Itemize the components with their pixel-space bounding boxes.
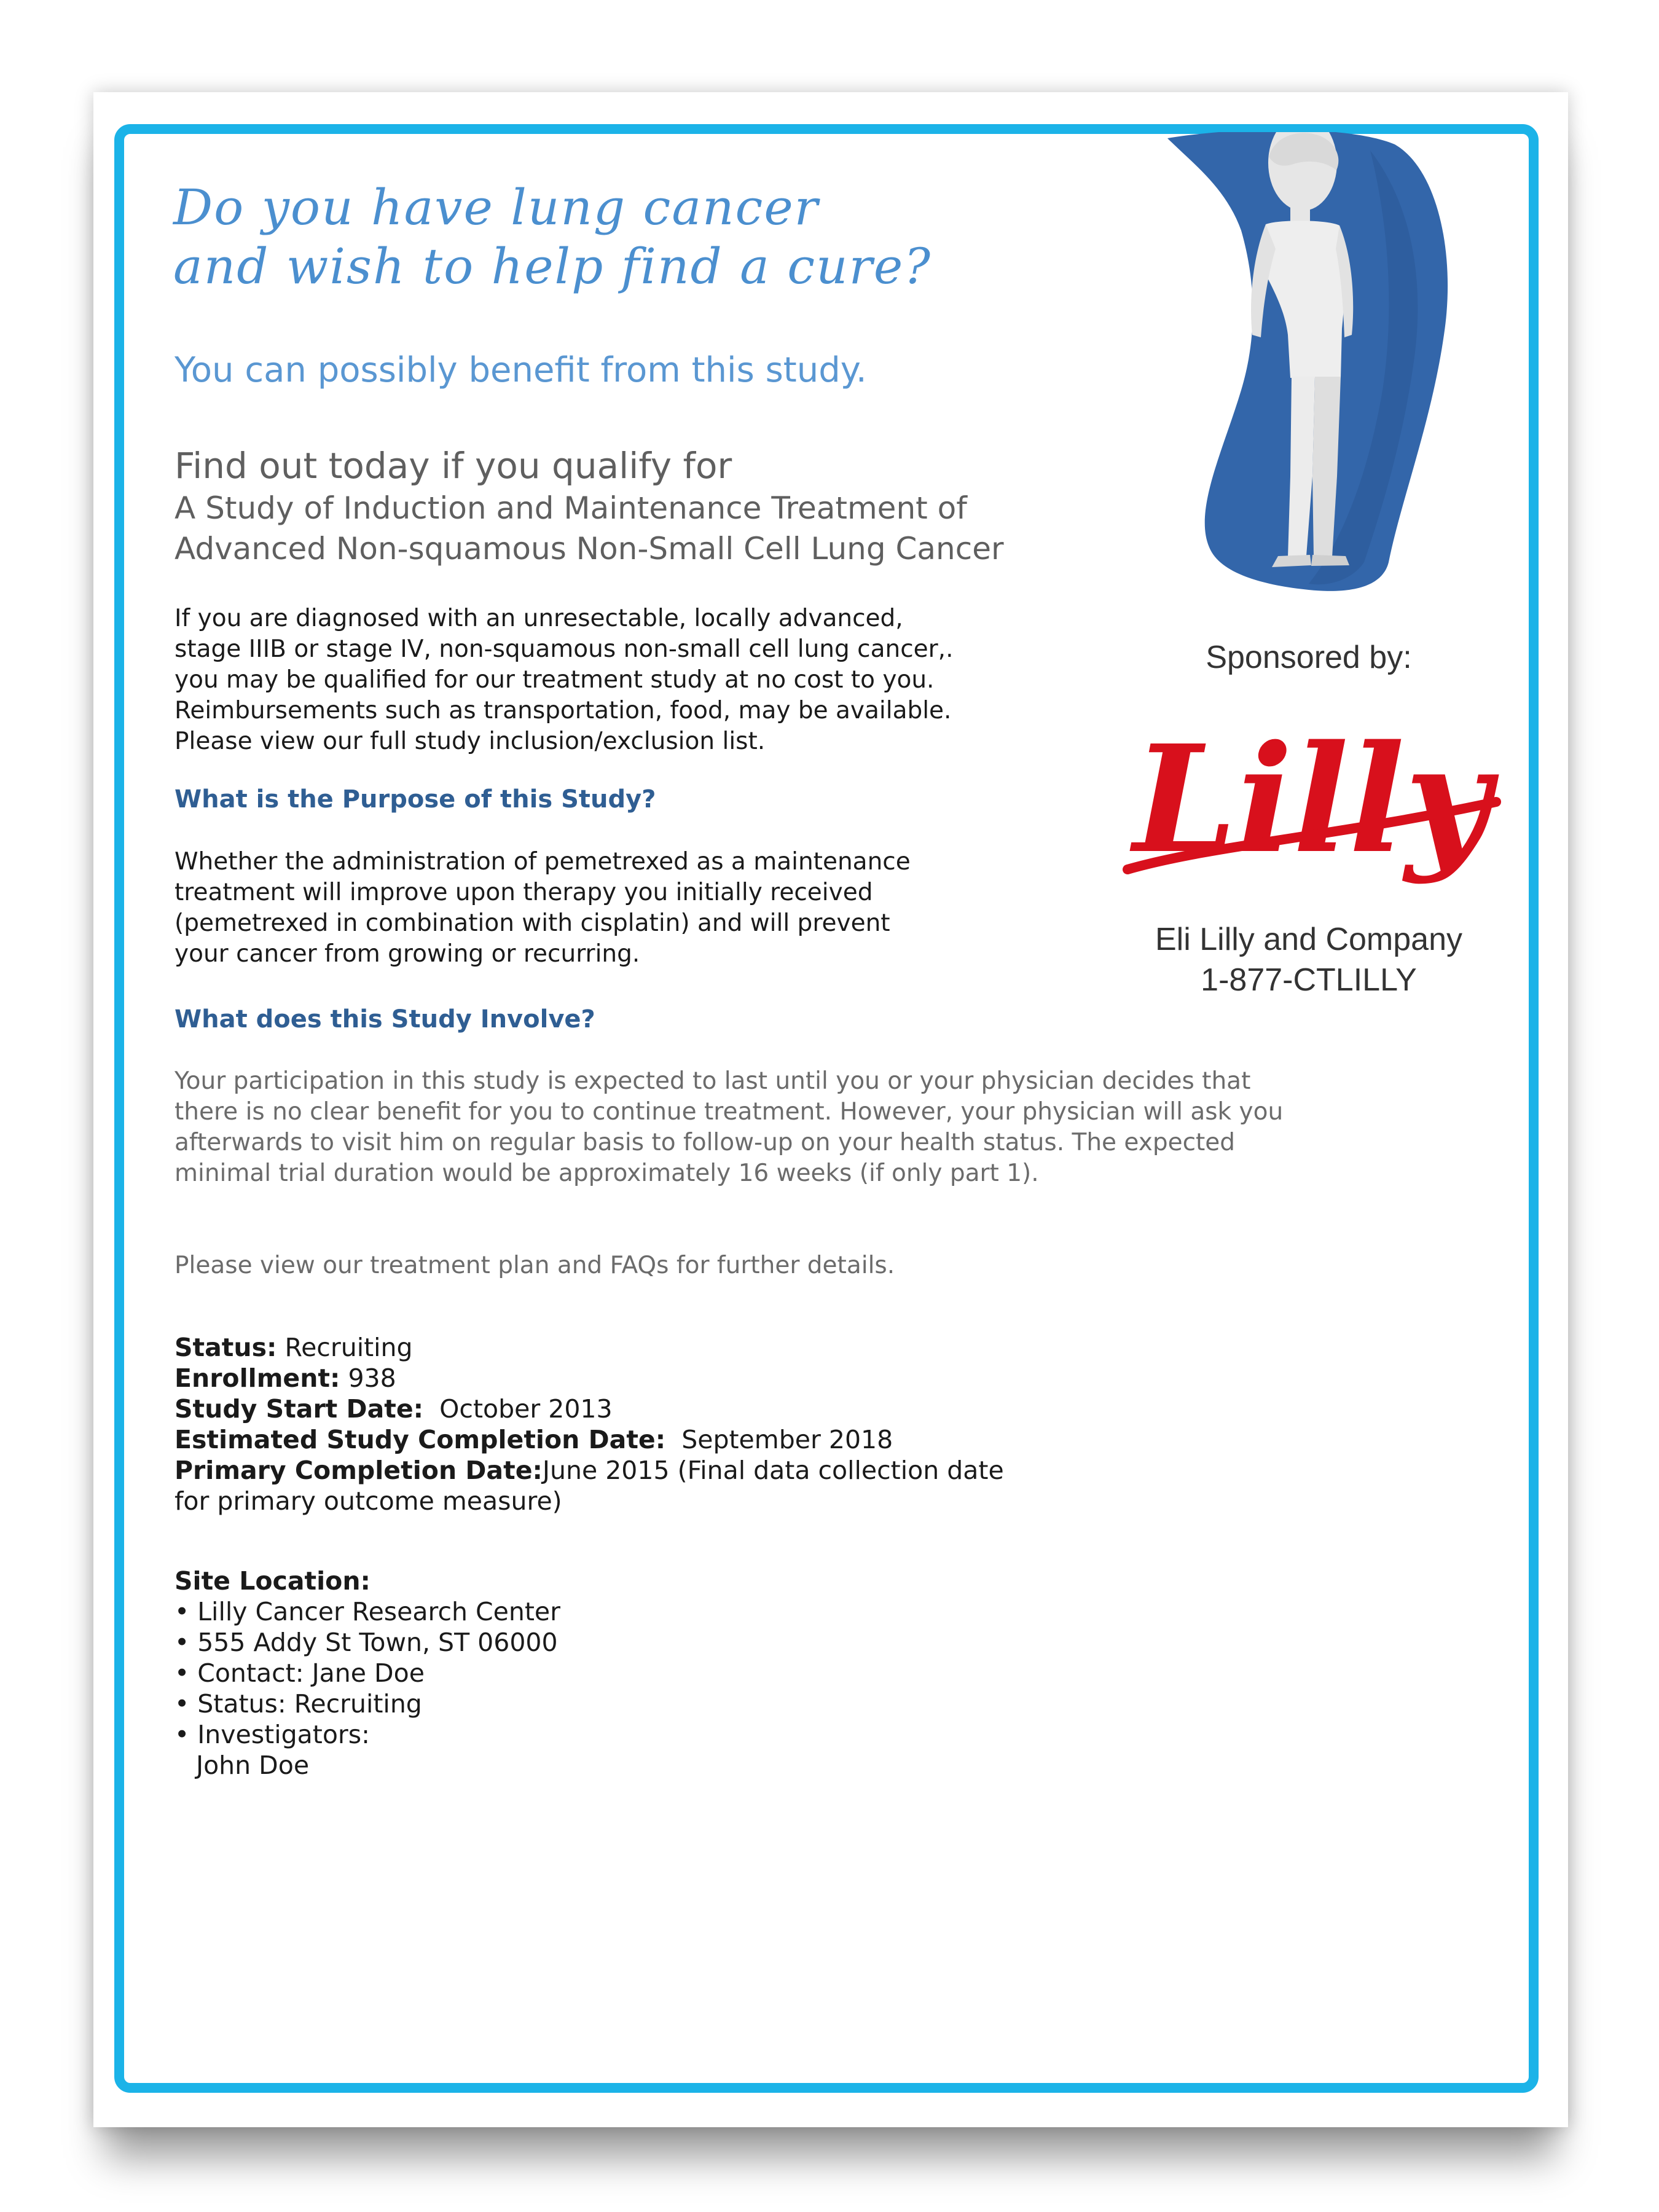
headline-line-2: and wish to help find a cure? (173, 238, 932, 295)
study-facts (175, 1332, 1004, 1516)
completion-date-value: September 2018 (681, 1425, 893, 1454)
status-value: Recruiting (284, 1333, 413, 1362)
primary-completion-row (175, 1455, 1004, 1486)
start-date-value: October 2013 (439, 1394, 613, 1424)
primary-completion-value: June 2015 (Final data collection date (542, 1456, 1004, 1485)
purpose-paragraph (175, 847, 911, 970)
enrollment-value: 938 (348, 1363, 396, 1393)
involve-line: there is no clear benefit for you to continue treatment. However, your physician will ask you (175, 1098, 1284, 1126)
enrollment-row (175, 1363, 1004, 1394)
involve-paragraph (175, 1066, 1283, 1189)
completion-date-label: Estimated Study Completion Date: (175, 1425, 666, 1454)
involve-line: afterwards to visit him on regular basis to follow-up on your health status. The expected (175, 1129, 1236, 1156)
site-item: • 555 Addy St Town, ST 06000 (175, 1628, 558, 1657)
start-date-label: Study Start Date: (175, 1394, 424, 1424)
purpose-line: treatment will improve upon therapy you initially received (175, 879, 873, 906)
primary-completion-cont: for primary outcome measure) (175, 1486, 562, 1516)
headline (173, 178, 1095, 296)
purpose-line: (pemetrexed in combination with cisplatin) and will prevent (175, 909, 890, 937)
enrollment-label: Enrollment: (175, 1363, 340, 1393)
intro-paragraph (175, 603, 953, 757)
completion-date-row (175, 1424, 1004, 1455)
intro-line: stage IIIB or stage IV, non-squamous non-small cell lung cancer,. (175, 635, 954, 663)
purpose-line: Whether the administration of pemetrexed as a maintenance (175, 848, 911, 876)
status-row (175, 1332, 1004, 1363)
involve-heading: What does this Study Involve? (175, 1005, 595, 1033)
investigator-name: John Doe (196, 1751, 310, 1780)
site-item: • Investigators: (175, 1720, 370, 1749)
further-details: Please view our treatment plan and FAQs for further details. (175, 1252, 895, 1279)
site-heading: Site Location: (175, 1566, 371, 1596)
study-title-line-1: A Study of Induction and Maintenance Treatment of (175, 490, 967, 526)
person-illustration (1167, 132, 1462, 599)
company-phone: 1-877-CTLILLY (1201, 962, 1417, 998)
sponsor-contact (1094, 919, 1524, 1000)
start-date-row (175, 1394, 1004, 1424)
intro-line: Please view our full study inclusion/exclusion list. (175, 728, 766, 755)
primary-completion-label: Primary Completion Date: (175, 1456, 543, 1485)
lilly-logo (1103, 691, 1521, 919)
intro-line: you may be qualified for our treatment study at no cost to you. (175, 666, 935, 694)
headline-line-1: Do you have lung cancer (173, 179, 819, 236)
purpose-heading: What is the Purpose of this Study? (175, 785, 656, 814)
qualify-line: Find out today if you qualify for (175, 445, 732, 487)
site-item: • Status: Recruiting (175, 1689, 422, 1719)
status-label: Status: (175, 1333, 277, 1362)
study-title-block (175, 444, 1004, 569)
sponsored-by-label: Sponsored by: (1206, 640, 1412, 675)
purpose-line: your cancer from growing or recurring. (175, 940, 640, 968)
company-name: Eli Lilly and Company (1155, 922, 1463, 957)
site-location (175, 1566, 560, 1781)
subheadline: You can possibly benefit from this study. (175, 350, 867, 390)
intro-line: Reimbursements such as transportation, food, may be available. (175, 697, 952, 724)
lilly-logo-wordmark: Lilly (1133, 713, 1491, 886)
involve-line: Your participation in this study is expected to last until you or your physician decides that (175, 1067, 1251, 1095)
site-item: • Contact: Jane Doe (175, 1658, 425, 1688)
study-title-line-2: Advanced Non-squamous Non-Small Cell Lung Cancer (175, 531, 1004, 567)
involve-line: minimal trial duration would be approximately 16 weeks (if only part 1). (175, 1159, 1039, 1187)
intro-line: If you are diagnosed with an unresectable, locally advanced, (175, 605, 903, 632)
site-item: • Lilly Cancer Research Center (175, 1597, 561, 1626)
